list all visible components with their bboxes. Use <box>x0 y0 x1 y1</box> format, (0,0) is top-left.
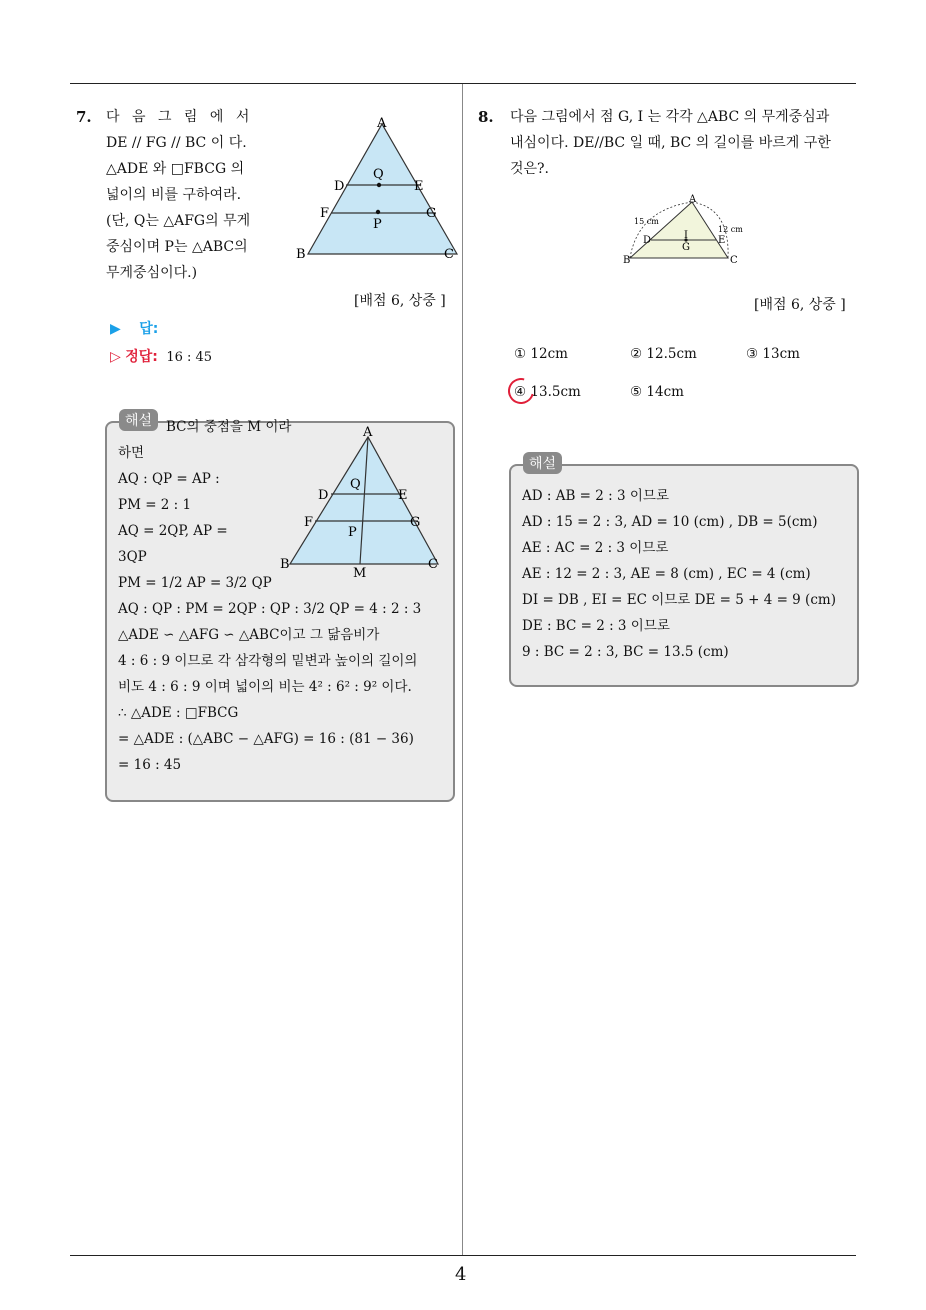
q8-solution <box>522 483 852 665</box>
q8-label-d: D <box>643 235 652 246</box>
q8-label-ab-length: 15 cm <box>634 217 659 226</box>
q8-sol-2: AD : 15 = 2 : 3, AD = 10 (cm) , DB = 5(cm) <box>522 514 818 530</box>
q8-label-b: B <box>623 255 631 266</box>
q7-label-g: G <box>426 206 437 221</box>
q7-sol-label-c: C <box>428 557 438 572</box>
column-divider <box>462 84 463 1256</box>
q8-label-g: G <box>682 242 690 253</box>
correct-arrow-icon: ▷ <box>110 349 121 365</box>
q8-text <box>510 104 860 182</box>
q8-label-a: A <box>689 194 697 205</box>
selected-circle-mark <box>503 373 539 409</box>
q7-solution-tag: 해설 <box>119 409 158 431</box>
q7-sol-9: △ADE ∽ △AFG ∽ △ABC이고 그 닮음비가 <box>118 627 380 643</box>
q8-option-4[interactable]: ④ 13.5cm <box>514 384 581 400</box>
q8-label-ac-length: 12 cm <box>718 225 743 234</box>
q7-figure <box>290 110 460 265</box>
q7-sol-4: PM = 2 : 1 <box>118 497 192 513</box>
q8-label-i: I <box>684 230 688 241</box>
q8-option-2[interactable]: ② 12.5cm <box>630 346 697 362</box>
q7-line-2: DE // FG // BC 이 다. <box>106 135 247 151</box>
q8-sol-3: AE : AC = 2 : 3 이므로 <box>522 540 669 556</box>
q8-sol-1: AD : AB = 2 : 3 이므로 <box>522 488 669 504</box>
q7-label-d: D <box>334 179 345 194</box>
q7-solution-figure <box>278 422 448 582</box>
q7-sol-11: 비도 4 : 6 : 9 이며 넓이의 비는 4² : 6² : 9² 이다. <box>118 679 412 695</box>
q7-sol-2: 하면 <box>118 445 145 461</box>
q8-sol-7: 9 : BC = 2 : 3, BC = 13.5 (cm) <box>522 644 729 660</box>
q8-label-e: E <box>718 235 726 246</box>
q7-label-f: F <box>320 206 330 221</box>
q7-sol-label-e: E <box>398 488 408 503</box>
q7-sol-13: = △ADE : (△ABC − △AFG) = 16 : (81 − 36) <box>118 731 414 747</box>
q7-point-p <box>376 210 380 214</box>
q7-label-c: C <box>444 247 454 262</box>
q7-sol-label-d: D <box>318 488 329 503</box>
q8-triangle <box>630 202 728 258</box>
q8-sol-5: DI = DB , EI = EC 이므로 DE = 5 + 4 = 9 (cm) <box>522 592 836 608</box>
q8-grade: [배점 6, 상중 ] <box>754 297 846 313</box>
q7-label-p: P <box>373 217 382 232</box>
q7-correct-value: 16 : 45 <box>166 350 213 365</box>
q7-sol-label-g: G <box>410 515 421 530</box>
page-number: 4 <box>455 1264 467 1285</box>
q7-answer-row <box>110 318 158 338</box>
q7-line-7: 무게중심이다.) <box>106 265 198 281</box>
q7-sol-label-p: P <box>348 525 357 540</box>
q7-correct-row <box>110 346 212 366</box>
q7-line-3: △ADE 와 □FBCG 의 <box>106 161 245 177</box>
q7-answer-label: 답: <box>139 321 159 337</box>
q7-line-6: 중심이며 P는 △ABC의 <box>106 239 248 255</box>
q8-figure <box>618 192 748 267</box>
q8-option-3[interactable]: ③ 13cm <box>746 346 800 362</box>
q7-sol-3: AQ : QP = AP : <box>118 471 220 487</box>
q8-solution-tag: 해설 <box>523 452 562 474</box>
q7-number: 7. <box>76 108 92 126</box>
q7-line-4: 넓이의 비를 구하여라. <box>106 187 242 203</box>
q8-sol-4: AE : 12 = 2 : 3, AE = 8 (cm) , EC = 4 (cm) <box>522 566 811 582</box>
q7-label-q: Q <box>373 167 384 182</box>
q7-triangle <box>308 124 457 254</box>
q7-label-b: B <box>296 247 306 262</box>
q8-number: 8. <box>478 108 494 126</box>
q7-sol-label-a: A <box>363 425 373 440</box>
q8-line-1: 다음 그림에서 점 G, I 는 각각 △ABC 의 무게중심과 <box>510 109 830 125</box>
q7-line-1: 다 음 그 림 에 서 <box>106 109 254 125</box>
q8-option-1[interactable]: ① 12cm <box>514 346 568 362</box>
q7-correct-label: 정답: <box>125 349 158 365</box>
q7-sol-label-q: Q <box>350 477 361 492</box>
q7-sol-1: BC의 중점을 M 이라 <box>166 419 292 435</box>
q7-sol-10: 4 : 6 : 9 이므로 각 삼각형의 밑변과 높이의 길이의 <box>118 653 418 669</box>
top-rule <box>70 83 856 84</box>
q7-label-a: A <box>377 116 387 131</box>
bottom-rule <box>70 1255 856 1256</box>
q7-sol-7: PM = 1/2 AP = 3/2 QP <box>118 575 272 591</box>
q7-sol-label-f: F <box>304 515 314 530</box>
q7-sol-12: ∴ △ADE : □FBCG <box>118 705 239 721</box>
q8-line-3: 것은?. <box>510 161 550 177</box>
q7-sol-6: 3QP <box>118 549 147 565</box>
q7-grade: [배점 6, 상중 ] <box>354 293 446 309</box>
answer-arrow-icon: ▶ <box>110 321 121 337</box>
q7-sol-14: = 16 : 45 <box>118 757 182 773</box>
q8-sol-6: DE : BC = 2 : 3 이므로 <box>522 618 670 634</box>
q7-line-5: (단, Q는 △AFG의 무게 <box>106 213 251 229</box>
q8-line-2: 내심이다. DE//BC 일 때, BC 의 길이를 바르게 구한 <box>510 135 831 151</box>
q7-sol-5: AQ = 2QP, AP = <box>118 523 228 539</box>
q8-label-c: C <box>730 255 738 266</box>
q7-text <box>106 104 282 286</box>
q7-sol-label-m: M <box>353 566 367 581</box>
q8-option-5[interactable]: ⑤ 14cm <box>630 384 684 400</box>
q7-sol-8: AQ : QP : PM = 2QP : QP : 3/2 QP = 4 : 2 : 3 <box>118 601 422 617</box>
q7-sol-label-b: B <box>280 557 290 572</box>
q7-label-e: E <box>414 179 424 194</box>
q7-point-q <box>377 183 381 187</box>
